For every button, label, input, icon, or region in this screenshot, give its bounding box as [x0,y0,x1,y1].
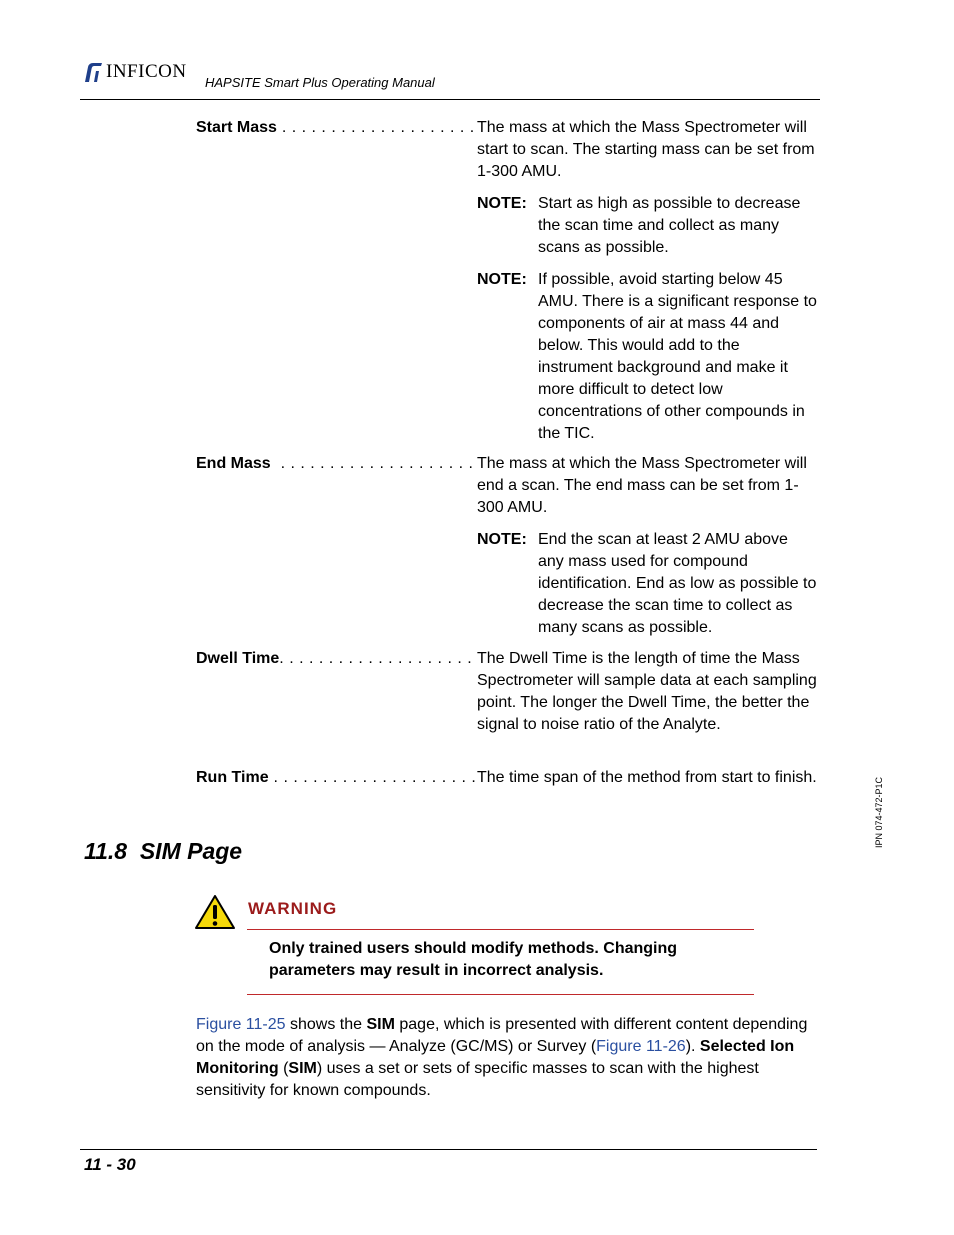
page-number: 11 - 30 [84,1155,136,1174]
section-title: SIM Page [139,838,243,864]
figure-11-25-link[interactable]: Figure 11-25 [196,1016,286,1033]
header-rule [80,99,820,100]
note-text: End the scan at least 2 AMU above any mass used for compound identification. End as low as possible to decrease the scan time to collect as many scans as possible. [538,531,817,636]
note-text: Start as high as possible to decrease the scan time and collect as many scans as possible. [538,195,801,256]
para-text: page, which is presented with different content depending on the mode of analysis — Analyze (GC/MS) or Survey ( [196,1016,808,1055]
ipn-label: IPN 074-472-P1C [874,776,884,848]
para-text: ( [278,1060,289,1077]
para-bold: SIM [288,1060,317,1077]
para-text: ) uses a set or sets of specific masses to scan with the highest sensitivity for known compounds. [196,1060,759,1099]
para-text: ). [685,1038,700,1055]
figure-11-26-link[interactable]: Figure 11-26 [596,1038,686,1055]
para-bold: SIM [366,1016,395,1033]
footer-rule [80,1149,817,1150]
logo-wordmark: INFICON [106,61,187,82]
manual-title: HAPSITE Smart Plus Operating Manual [205,75,435,90]
note-label: NOTE: [477,195,527,212]
term-label: Start Mass [196,119,277,136]
para-text: shows the [285,1016,367,1033]
note-label: NOTE: [477,271,527,288]
desc-dwell-time: The Dwell Time is the length of time the Mass Spectrometer will sample data at each sampling point. The longer the Dwell Time, the better the signal to noise ratio of the Analyte. [477,650,817,733]
sim-paragraph [196,1014,816,1102]
note-start-mass-2 [477,269,817,445]
term-dwell-time [196,648,476,670]
desc-start-mass: The mass at which the Mass Spectrometer will start to scan. The starting mass can be set from 1-300 AMU. [477,119,815,180]
section-number: 11.8 [84,838,128,864]
term-label: Run Time [196,769,269,786]
warning-body: Only trained users should modify methods. Changing parameters may result in incorrect analysis. [269,940,678,979]
inficon-logo [82,60,187,84]
desc-end-mass: The mass at which the Mass Spectrometer will end a scan. The end mass can be set from 1-300 AMU. [477,455,807,516]
inficon-logo-icon [82,61,104,83]
term-label: Dwell Time [196,650,280,667]
leader-dots: . . . . . . . . . . . . . . . . . . . . [270,455,474,472]
term-end-mass [196,453,476,475]
note-start-mass-1 [477,193,817,259]
warning-title: WARNING [248,899,338,918]
para-bold: Selected Ion Monitoring [196,1038,795,1077]
leader-dots: . . . . . . . . . . . . . . . . . . . . [276,119,475,136]
note-text: If possible, avoid starting below 45 AMU. There is a significant response to components of air at mass 44 and below. This would add to the instrument background and make it more difficult to detect low concentrations of other compounds in the TIC. [538,271,817,442]
warning-icon [194,894,236,930]
term-label: End Mass [196,455,271,472]
leader-dots: . . . . . . . . . . . . . . . . . . . . [279,650,473,667]
note-end-mass-1 [477,529,817,639]
term-start-mass [196,117,476,139]
term-run-time [196,767,476,789]
desc-run-time: The time span of the method from start to finish. [477,769,817,786]
warning-bottom-rule [247,994,754,995]
note-label: NOTE: [477,531,527,548]
leader-dots: . . . . . . . . . . . . . . . . . . . . . [268,769,476,786]
warning-top-rule [247,929,754,930]
section-heading [84,838,242,865]
